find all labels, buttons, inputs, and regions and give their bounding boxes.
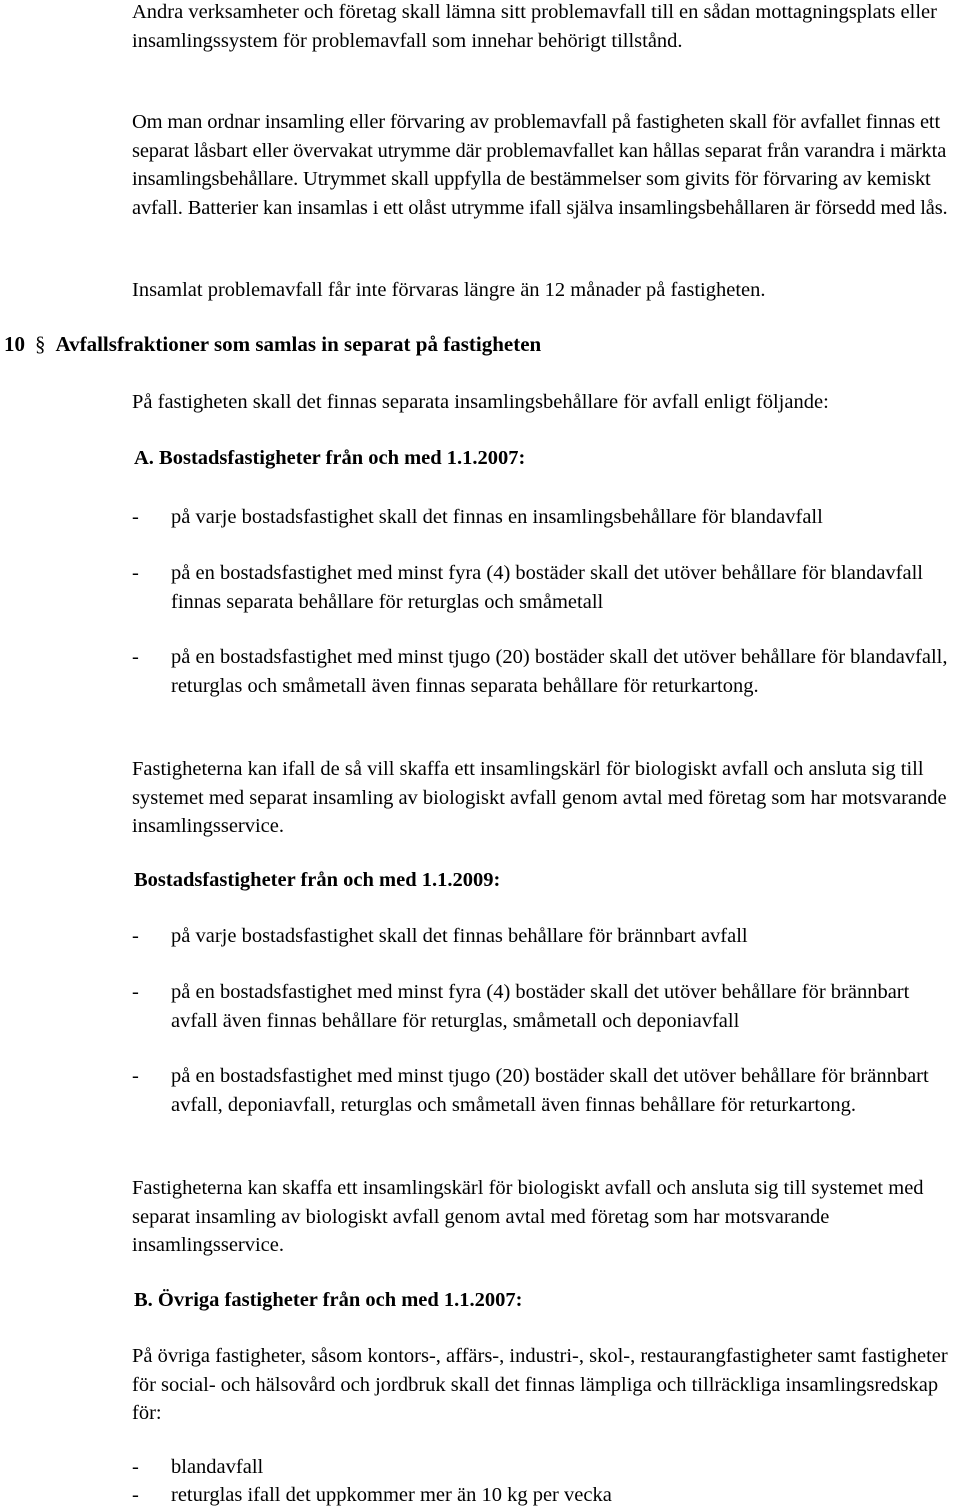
paragraph-storage: Om man ordnar insamling eller förvaring av problemavfall på fastigheten skall för avfallet finnas ett separat låsbart eller övervakat utrymme där problemavfallet kan hållas separat från varandra i märkta insamlingsbehållare. Utrymmet skall uppfylla de bestämmelser som givits för förvaring av kemiskt avfall. Batterier kan insamlas i ett olåst utrymme ifall själva insamlingsbehållaren är försedd med lås. (132, 111, 948, 219)
list-item: på en bostadsfastighet med minst fyra (4) bostäder skall det utöver behållare för brännbart avfall även finnas behållare för returglas, småmetall och deponiavfall (171, 981, 910, 1032)
list-item: blandavfall (171, 1456, 264, 1478)
list-item: på en bostadsfastighet med minst tjugo (20) bostäder skall det utöver behållare för brännbart avfall, deponiavfall, returglas och småmetall även finnas behållare för returkartong. (171, 1065, 929, 1116)
part-a-note: Fastigheterna kan ifall de så vill skaffa ett insamlingskärl för biologiskt avfall och ansluta sig till systemet med separat insamling av biologiskt avfall genom avtal med företag som har motsvarande insamlingsservice. (132, 758, 947, 837)
list-dash: - (132, 562, 139, 584)
list-dash: - (132, 506, 139, 528)
section-symbol-icon: § (35, 332, 46, 356)
list-item: returglas ifall det uppkommer mer än 10 kg per vecka (171, 1484, 612, 1506)
list-item: på varje bostadsfastighet skall det finnas behållare för brännbart avfall (171, 925, 748, 947)
list-dash: - (132, 981, 139, 1003)
list-dash: - (132, 1456, 139, 1478)
list-dash: - (132, 925, 139, 947)
list-dash: - (132, 646, 139, 668)
section-intro: På fastigheten skall det finnas separata insamlingsbehållare för avfall enligt följande: (132, 391, 829, 413)
section-heading (4, 330, 541, 359)
part-a-heading: A. Bostadsfastigheter från och med 1.1.2007: (134, 447, 526, 469)
paragraph-delivery: Andra verksamheter och företag skall lämna sitt problemavfall till en sådan mottagningsplats eller insamlingssystem för problemavfall som innehar behörigt tillstånd. (132, 1, 937, 52)
part-b-intro: På övriga fastigheter, såsom kontors-, affärs-, industri-, skol-, restaurangfastigheter samt fastigheter för social- och hälsovård och jordbruk skall det finnas lämpliga och tillräckliga insamlingsredskap för: (132, 1345, 948, 1424)
part-2009-heading: Bostadsfastigheter från och med 1.1.2009: (134, 869, 501, 891)
list-item: på en bostadsfastighet med minst fyra (4) bostäder skall det utöver behållare för blandavfall finnas separata behållare för returglas och småmetall (171, 562, 923, 613)
part-b-heading: B. Övriga fastigheter från och med 1.1.2007: (134, 1289, 523, 1311)
section-title: Avfallsfraktioner som samlas in separat på fastigheten (55, 332, 542, 356)
list-dash: - (132, 1065, 139, 1087)
list-dash: - (132, 1484, 139, 1506)
list-item: på varje bostadsfastighet skall det finnas en insamlingsbehållare för blandavfall (171, 506, 823, 528)
section-number: 10 (4, 332, 25, 356)
part-2009-note: Fastigheterna kan skaffa ett insamlingskärl för biologiskt avfall och ansluta sig till systemet med separat insamling av biologiskt avfall genom avtal med företag som har motsvarande insamlingsservice. (132, 1177, 924, 1256)
paragraph-storage-limit: Insamlat problemavfall får inte förvaras längre än 12 månader på fastigheten. (132, 279, 766, 301)
list-item: på en bostadsfastighet med minst tjugo (20) bostäder skall det utöver behållare för blandavfall, returglas och småmetall även finnas separata behållare för returkartong. (171, 646, 948, 697)
